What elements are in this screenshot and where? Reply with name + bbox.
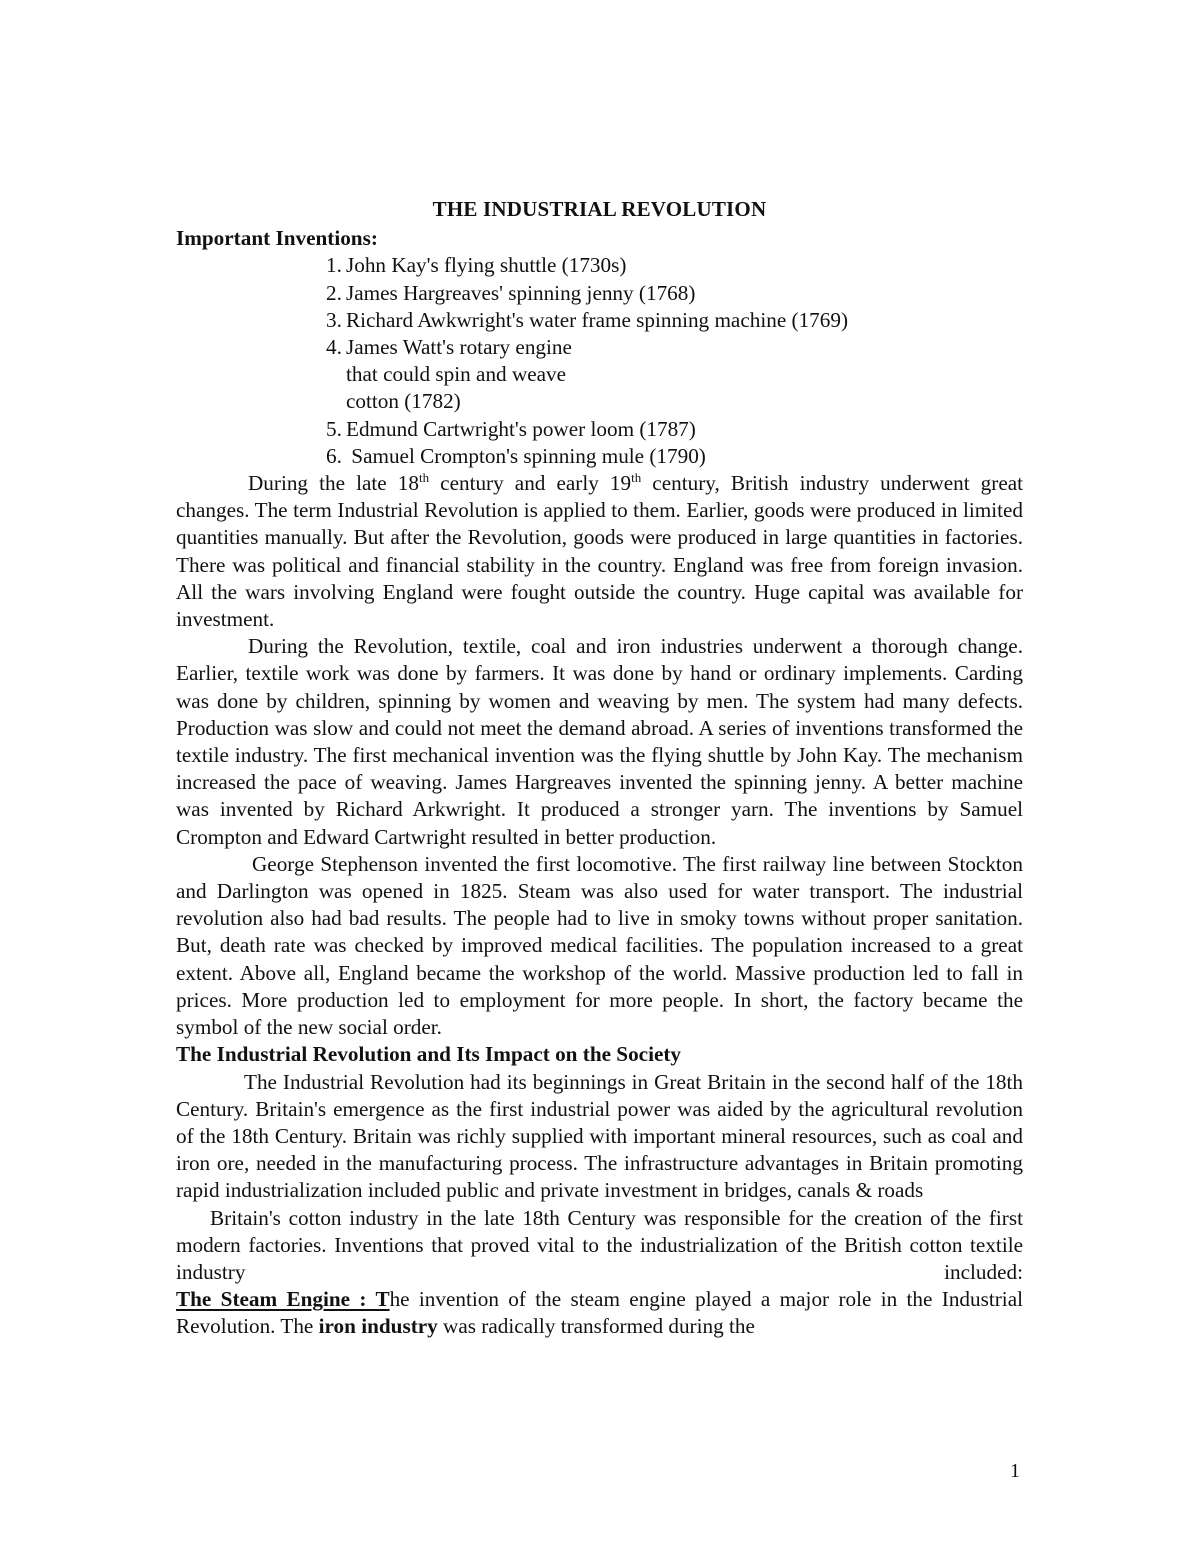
- page-number: 1: [1010, 1460, 1020, 1482]
- steam-engine-label: The Steam Engine : T: [176, 1287, 390, 1312]
- paragraph-textile: During the Revolution, textile, coal and iron industries underwent a thorough change. Earlier, textile work was done by farmers. It was done by hand or ordinary implements. Carding was done by children, spinning by women and weaving by men. The system had many defects. Production was slow and could not meet the demand abroad. A series of inventions transformed the textile industry. The first mechanical invention was the flying shuttle by John Kay. The mechanism increased the pace of weaving. James Hargreaves invented the spinning jenny. A better machine was invented by Richard Arkwright. It produced a stronger yarn. The inventions by Samuel Crompton and Edward Cartwright resulted in better production.: [176, 634, 1023, 849]
- impact-heading: The Industrial Revolution and Its Impact on the Society: [176, 1042, 682, 1067]
- list-item: 4. James Watt's rotary engine that could spin and weave cotton (1782): [326, 335, 572, 414]
- document-page: [176, 196, 1023, 1341]
- list-item: 6. Samuel Crompton's spinning mule (1790): [326, 443, 706, 468]
- document-title: THE INDUSTRIAL REVOLUTION: [432, 197, 767, 221]
- list-item: 3. Richard Awkwright's water frame spinning machine (1769): [326, 307, 849, 332]
- list-item: 5. Edmund Cartwright's power loom (1787): [326, 416, 696, 441]
- paragraph-intro: During the late 18th century and early 19th century, British industry underwent great changes. The term Industrial Revolution is applied to them. Earlier, goods were produced in limited quantities manually. But after the Revolution, goods were produced in large quantities in factories. There was political and financial stability in the country. England was free from foreign invasion. All the wars involving England were fought outside the country. Huge capital was available for investment.: [176, 470, 1024, 632]
- inventions-list: [176, 252, 1023, 470]
- list-item: 2. James Hargreaves' spinning jenny (1768): [326, 280, 696, 305]
- iron-industry-term: iron industry: [318, 1314, 438, 1339]
- paragraph-steam-engine: The Steam Engine : The invention of the steam engine played a major role in the Industrial Revolution. The iron industry was radically transformed during the: [176, 1287, 1023, 1339]
- inventions-heading: Important Inventions:: [176, 226, 378, 251]
- paragraph-cotton: Britain's cotton industry in the late 18th Century was responsible for the creation of the first modern factories. Inventions that proved vital to the industrialization of the British cotton textile industry included:: [176, 1205, 1023, 1284]
- list-item: 1. John Kay's flying shuttle (1730s): [326, 253, 627, 278]
- paragraph-locomotive: George Stephenson invented the first locomotive. The first railway line between Stockton and Darlington was opened in 1825. Steam was also used for water transport. The industrial revolution also had bad results. The people had to live in smoky towns without proper sanitation. But, death rate was checked by improved medical facilities. The population increased to a great extent. Above all, England became the workshop of the world. Massive production led to fall in prices. More production led to employment for more people. In short, the factory became the symbol of the new social order.: [176, 851, 1023, 1040]
- paragraph-beginnings: The Industrial Revolution had its beginnings in Great Britain in the second half of the 18th Century. Britain's emergence as the first industrial power was aided by the agricultural revolution of the 18th Century. Britain was richly supplied with important mineral resources, such as coal and iron ore, needed in the manufacturing process. The infrastructure advantages in Britain promoting rapid industrialization included public and private investment in bridges, canals & roads: [176, 1069, 1023, 1203]
